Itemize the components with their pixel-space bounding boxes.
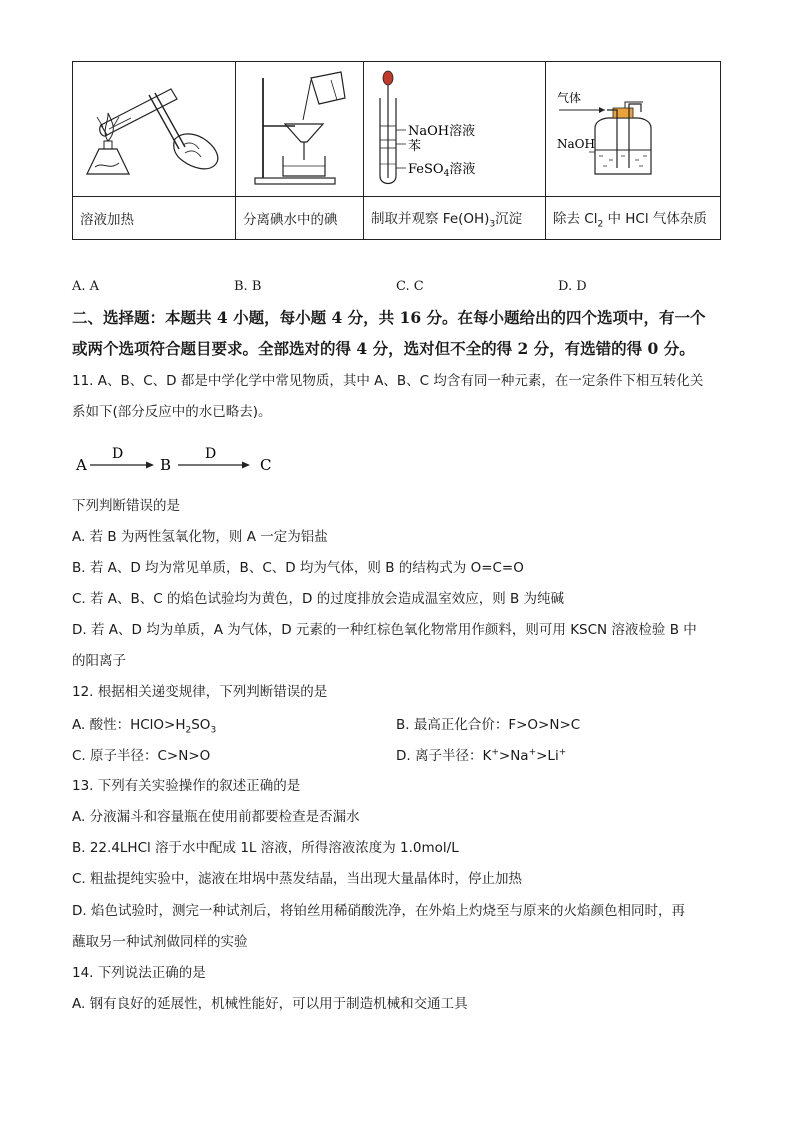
apparatus-table: [72, 61, 721, 240]
q10-option-c: C. C: [396, 279, 424, 294]
q12-option-d-sup2: +: [528, 747, 537, 758]
caption-feoh2-text: 制取并观察 Fe(OH): [371, 210, 490, 227]
q12-option-d-li: >Li: [536, 748, 559, 764]
q11-option-d-line1: D. 若 A、D 均为单质，A 为气体，D 元素的一种红棕色氧化物常用作颜料，则可用 KSCN 溶液检验 B 中: [72, 622, 697, 638]
scheme-a: A: [76, 456, 87, 474]
caption-separate-iodine: 分离碘水中的碘: [236, 197, 364, 240]
q11-option-c: C. 若 A、B、C 的焰色试验均为黄色，D 的过度排放会造成温室效应，则 B 为纯碱: [72, 591, 565, 607]
feso4-subscript: 4: [443, 169, 449, 179]
q11-stem-line2: 系如下(部分反应中的水已略去)。: [72, 404, 272, 420]
q12-option-d-sup1: +: [491, 747, 499, 758]
q12-option-d: [396, 744, 566, 764]
test-tube-heating-figure: [79, 69, 229, 189]
q12-option-a-text: A. 酸性：HClO>H: [72, 717, 186, 733]
q11-option-b: B. 若 A、D 均为常见单质，B、C、D 均为气体，则 B 的结构式为 O=C=O: [72, 560, 524, 576]
funnel-stand-figure: [245, 68, 355, 190]
q11-option-a: A. 若 B 为两性氢氧化物，则 A 一定为铝盐: [72, 529, 328, 545]
q11-conversion-scheme: [72, 445, 292, 477]
caption-feoh2-sub: 3: [489, 219, 496, 230]
section2-heading-line2: 或两个选项符合题目要求。全部选对的得 4 分，选对但不全的得 2 分，有选错的得 0 分。: [72, 339, 695, 358]
gas-washing-cell: [546, 62, 721, 197]
q13-option-d-line1: D. 焰色试验时，测完一种试剂后，将铂丝用稀硝酸洗净，在外焰上灼烧至与原来的火焰颜色相同时，再: [72, 903, 685, 919]
q12-option-a-sub2: 3: [210, 725, 217, 736]
q13-stem: 13. 下列有关实验操作的叙述正确的是: [72, 778, 301, 794]
scheme-reagent-2: D: [205, 446, 217, 462]
feoh2-apparatus-cell: [364, 62, 546, 197]
q12-option-d-sup3: +: [558, 747, 567, 758]
benzene-label: 苯: [407, 139, 421, 154]
q10-option-d: D. D: [558, 279, 587, 294]
caption-remove-hcl: [546, 197, 721, 240]
caption-remove-hcl-sub: 2: [597, 219, 604, 230]
q12-stem: 12. 根据相关递变规律，下列判断错误的是: [72, 684, 328, 700]
svg-text:FeSO4溶液: [408, 161, 475, 179]
scheme-reagent-1: D: [112, 446, 124, 462]
q13-option-b: B. 22.4LHCl 溶于水中配成 1L 溶液，所得溶液浓度为 1.0mol/L: [72, 840, 459, 856]
q11-question: 下列判断错误的是: [72, 498, 180, 514]
q11-stem-line1: 11. A、B、C、D 都是中学化学中常见物质，其中 A、B、C 均含有同一种元素，在一定条件下相互转化关: [72, 373, 704, 389]
caption-feoh2-tail: 沉淀: [495, 210, 523, 227]
q10-option-b: B. B: [234, 279, 262, 294]
feoh2-tube-figure: [370, 68, 540, 190]
q12-option-a-so: SO: [191, 717, 211, 733]
scheme-b: B: [160, 456, 172, 474]
naoh-label: NaOH: [557, 137, 595, 151]
separatory-funnel-cell: [236, 62, 364, 197]
q12-option-c: C. 原子半径：C>N>O: [72, 748, 211, 764]
q13-option-d-line2: 蘸取另一种试剂做同样的实验: [72, 934, 248, 950]
feso4-label: FeSO: [407, 162, 444, 177]
caption-heating: 溶液加热: [73, 197, 236, 240]
caption-remove-hcl-tail: 中 HCl 气体杂质: [603, 210, 707, 227]
caption-feoh2: [364, 197, 546, 240]
q10-option-a: A. A: [72, 279, 100, 294]
feso4-solution-label: 溶液: [448, 162, 475, 177]
section2-heading-line1: 二、选择题：本题共 4 小题，每小题 4 分，共 16 分。在每小题给出的四个选项中，有一个: [72, 308, 706, 327]
gas-washing-bottle-figure: [551, 68, 715, 190]
q12-option-a: [72, 713, 216, 736]
q12-option-d-na: >Na: [498, 748, 529, 764]
scheme-c: C: [260, 456, 272, 474]
q13-option-a: A. 分液漏斗和容量瓶在使用前都要检查是否漏水: [72, 809, 360, 825]
q14-stem: 14. 下列说法正确的是: [72, 965, 206, 981]
caption-remove-hcl-text: 除去 Cl: [553, 210, 598, 227]
q12-option-a-sub1: 2: [185, 725, 192, 736]
q11-option-d-line2: 的阳离子: [72, 653, 126, 669]
q14-option-a: A. 钢有良好的延展性，机械性能好，可以用于制造机械和交通工具: [72, 996, 468, 1012]
q12-option-d-text: D. 离子半径：K: [396, 748, 492, 764]
q12-option-b: B. 最高正化合价：F>O>N>C: [396, 717, 581, 733]
naoh-solution-label: NaOH溶液: [407, 124, 475, 139]
q13-option-c: C. 粗盐提纯实验中，滤液在坩埚中蒸发结晶，当出现大量晶体时，停止加热: [72, 871, 523, 887]
gas-label: 气体: [557, 91, 582, 105]
heating-apparatus-cell: [73, 62, 236, 197]
